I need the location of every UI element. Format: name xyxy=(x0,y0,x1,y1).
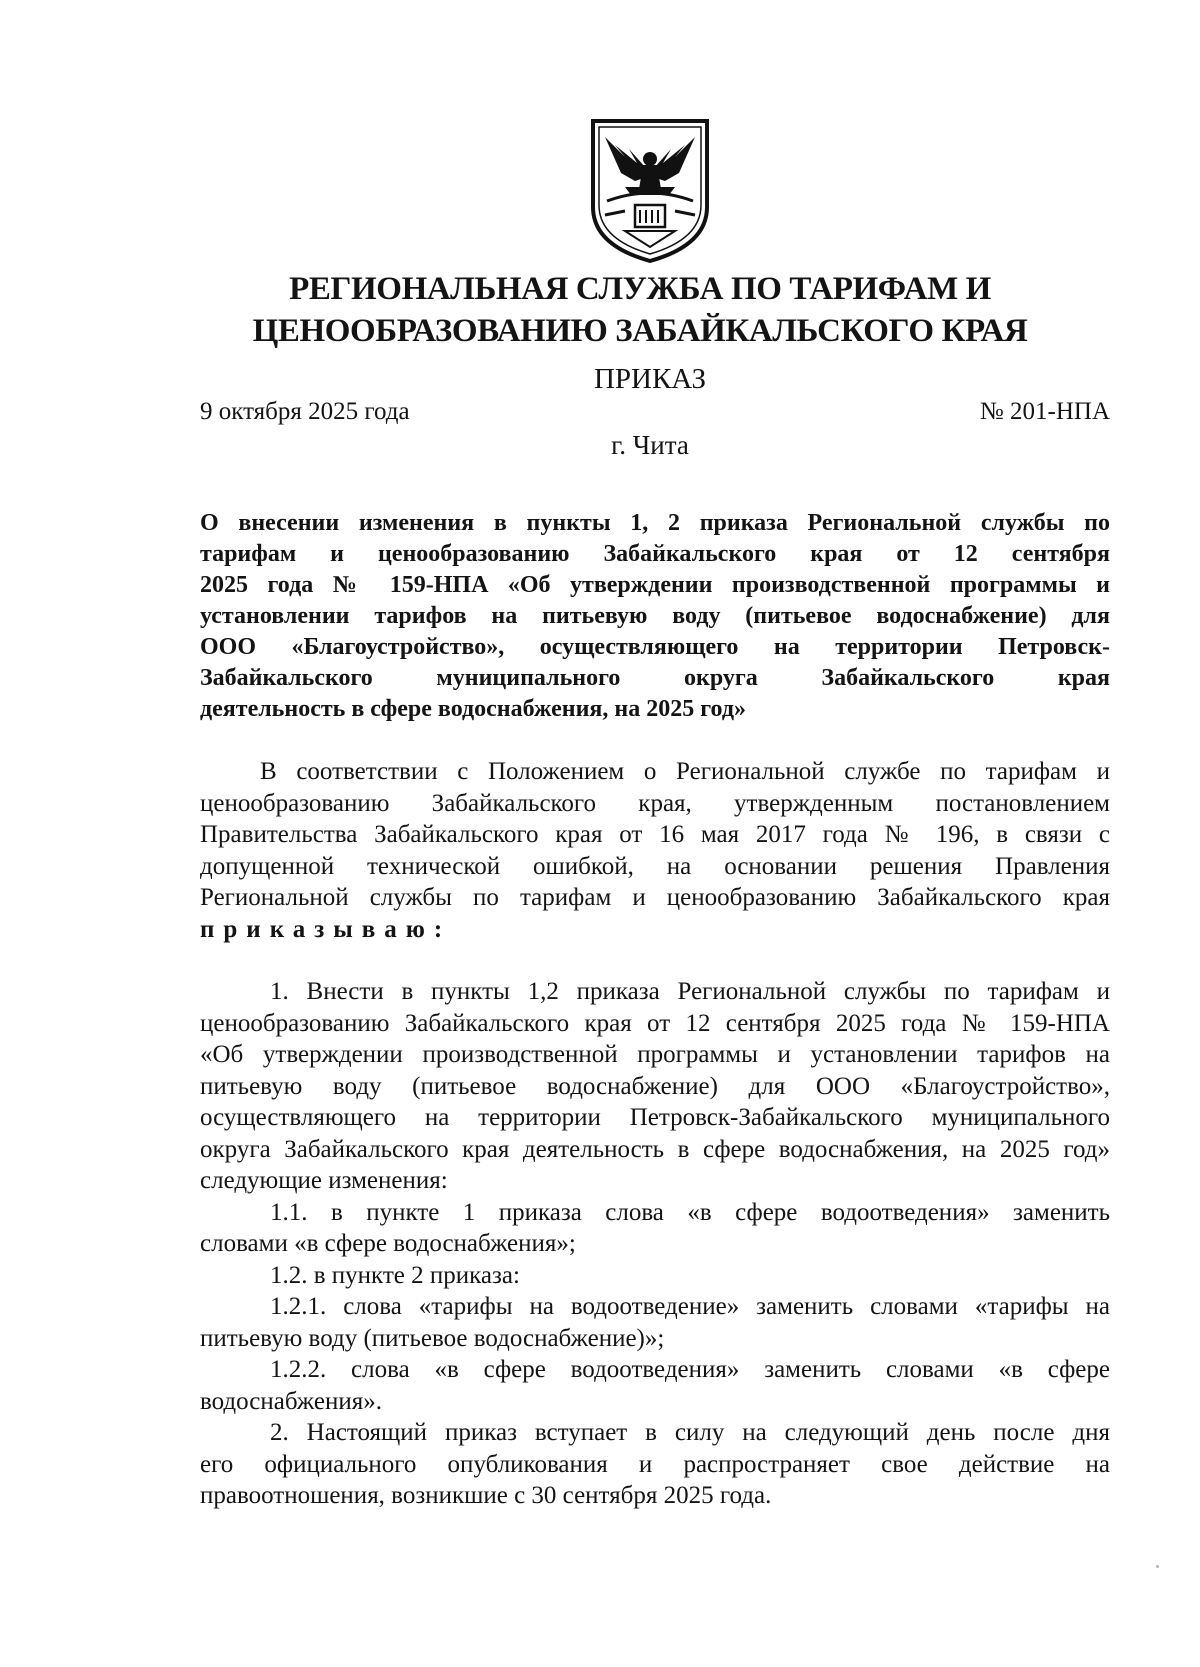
item-1-line: следующие изменения: xyxy=(200,1167,448,1194)
item-1-2-2-line: водоснабжения». xyxy=(200,1387,382,1415)
preamble-line: ценообразованию Забайкальского края, утвержденным постановлением xyxy=(200,789,1110,817)
document-title xyxy=(200,508,1110,725)
title-line: О внесении изменения в пункты 1, 2 приказа Региональной службы по xyxy=(200,510,1110,536)
title-line: ООО «Благоустройство», осуществляющего на территории Петровск- xyxy=(200,634,1110,660)
item-1-2-1-line: питьевую воду (питьевое водоснабжение)»; xyxy=(200,1324,665,1352)
title-line: установлении тарифов на питьевую воду (питьевое водоснабжение) для xyxy=(200,603,1110,629)
coat-of-arms-icon xyxy=(585,115,715,265)
title-line: 2025 года № 159-НПА «Об утверждении производственной программы и xyxy=(200,572,1110,598)
item-1-2: 1.2. в пункте 2 приказа: xyxy=(270,1261,520,1289)
title-line: Забайкальского муниципального округа Забайкальского края xyxy=(200,665,1110,691)
order-items xyxy=(200,976,1110,1512)
preamble-paragraph xyxy=(200,756,1110,945)
item-1-line: 1. Внести в пункты 1,2 приказа Региональной службы по тарифам и xyxy=(270,978,1110,1005)
item-1-line: осуществляющего на территории Петровск-Забайкальского муниципального xyxy=(200,1104,1110,1131)
item-2-line: 2. Настоящий приказ вступает в силу на следующий день после дня xyxy=(270,1419,1110,1446)
item-1-1-line: 1.1. в пункте 1 приказа слова «в сфере водоотведения» заменить xyxy=(270,1198,1110,1226)
document-city: г. Чита xyxy=(611,430,689,460)
title-line: деятельность в сфере водоснабжения, на 2025 год» xyxy=(200,696,746,722)
item-2-line: его официального опубликования и распространяет свое действие на xyxy=(200,1450,1110,1478)
scan-speck xyxy=(1156,1565,1159,1568)
organization-name-line1: РЕГИОНАЛЬНАЯ СЛУЖБА ПО ТАРИФАМ И xyxy=(289,271,991,307)
document-date: 9 октября 2025 года xyxy=(200,398,410,425)
item-1-line: округа Забайкальского края деятельность в сфере водоснабжения, на 2025 год» xyxy=(200,1135,1110,1163)
order-word: приказываю: xyxy=(200,915,452,943)
preamble-line: Правительства Забайкальского края от 16 мая 2017 года № 196, в связи с xyxy=(200,821,1110,848)
organization-name xyxy=(200,268,1080,352)
item-2-line: правоотношения, возникшие с 30 сентября 2025 года. xyxy=(200,1482,772,1509)
item-1-line: «Об утверждении производственной программы и установлении тарифов на xyxy=(200,1041,1110,1068)
item-1-1-line: словами «в сфере водоснабжения»; xyxy=(200,1230,576,1257)
preamble-line: В соответствии с Положением о Региональной службе по тарифам и xyxy=(260,758,1110,785)
preamble-line: допущенной технической ошибкой, на основании решения Правления xyxy=(200,852,1110,880)
preamble-line: Региональной службы по тарифам и ценообразованию Забайкальского края xyxy=(200,884,1110,911)
item-1-line: ценообразованию Забайкальского края от 12 сентября 2025 года № 159-НПА xyxy=(200,1009,1110,1037)
title-line: тарифам и ценообразованию Забайкальского края от 12 сентября xyxy=(200,541,1110,567)
item-1-2-2-line: 1.2.2. слова «в сфере водоотведения» заменить словами «в сфере xyxy=(270,1356,1110,1383)
document-number: № 201-НПА xyxy=(979,398,1110,425)
organization-name-line2: ЦЕНООБРАЗОВАНИЮ ЗАБАЙКАЛЬСКОГО КРАЯ xyxy=(252,313,1028,349)
item-1-2-1-line: 1.2.1. слова «тарифы на водоотведение» заменить словами «тарифы на xyxy=(270,1293,1110,1320)
item-1-line: питьевую воду (питьевое водоснабжение) для ООО «Благоустройство», xyxy=(200,1072,1110,1100)
document-type: ПРИКАЗ xyxy=(593,363,707,395)
